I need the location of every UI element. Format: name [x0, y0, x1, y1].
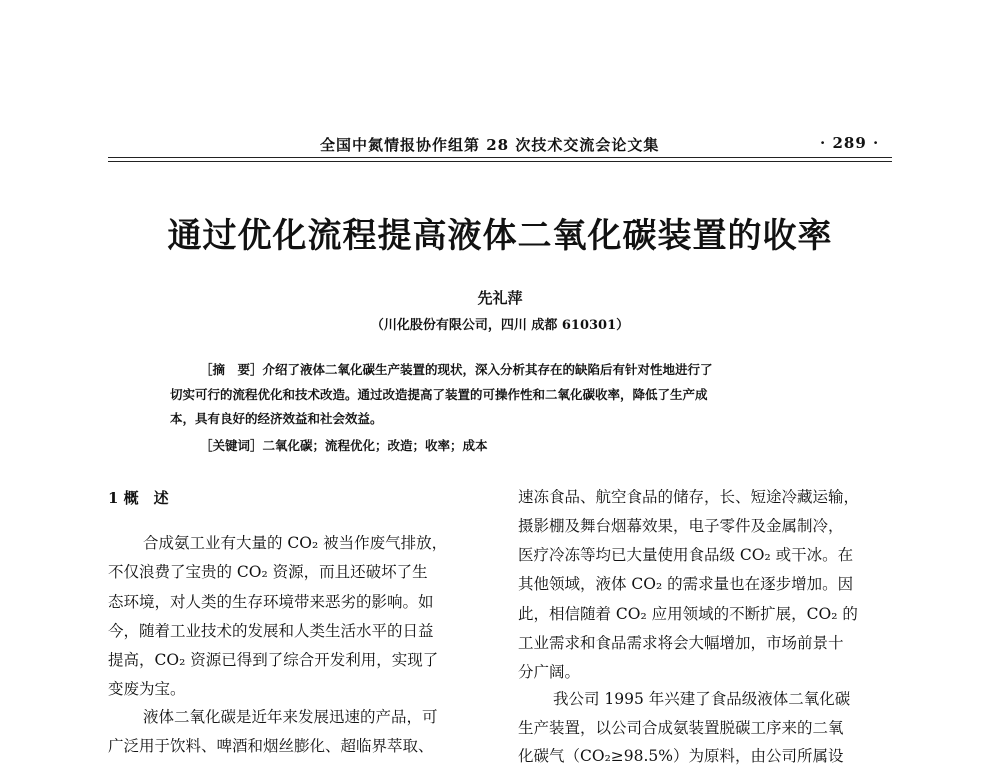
body-line: 生产装置，以公司合成氨装置脱碳工序来的二氧	[518, 719, 844, 737]
running-head-title: 全国中氮情报协作组第 28 次技术交流会论文集	[320, 136, 660, 154]
affiliation: （川化股份有限公司，四川 成都 610301）	[370, 318, 630, 333]
body-line: 不仅浪费了宝贵的 CO₂ 资源，而且还破坏了生	[108, 563, 428, 581]
body-line: 化碳气（CO₂≥98.5%）为原料，由公司所属设	[518, 747, 844, 765]
author: 先礼萍	[477, 289, 523, 307]
body-line: 提高，CO₂ 资源已得到了综合开发利用，实现了	[108, 651, 439, 669]
body-line: 速冻食品、航空食品的储存，长、短途冷藏运输，	[518, 488, 860, 506]
abstract-line: ［摘 要］介绍了液体二氧化碳生产装置的现状，深入分析其存在的缺陷后有针对性地进行了	[200, 362, 713, 377]
paper-title: 通过优化流程提高液体二氧化碳装置的收率	[167, 216, 833, 256]
body-line: 今，随着工业技术的发展和人类生活水平的日益	[108, 622, 434, 640]
header-rule	[108, 157, 892, 158]
body-line: 此，相信随着 CO₂ 应用领域的不断扩展，CO₂ 的	[518, 605, 858, 623]
body-line: 其他领域，液体 CO₂ 的需求量也在逐步增加。因	[518, 575, 854, 593]
body-line: 广泛用于饮料、啤酒和烟丝膨化、超临界萃取、	[108, 737, 434, 755]
body-line: 液体二氧化碳是近年来发展迅速的产品，可	[143, 708, 438, 726]
body-line: 医疗冷冻等均已大量使用食品级 CO₂ 或干冰。在	[518, 546, 854, 564]
section-heading: 1 概 述	[108, 489, 169, 507]
body-line: 态环境，对人类的生存环境带来恶劣的影响。如	[108, 593, 434, 611]
abstract-line: 切实可行的流程优化和技术改造。通过改造提高了装置的可操作性和二氧化碳收率，降低了生产成	[170, 387, 708, 402]
body-line: 变废为宝。	[108, 680, 186, 698]
body-line: 工业需求和食品需求将会大幅增加，市场前景十	[518, 634, 844, 652]
body-line: 合成氨工业有大量的 CO₂ 被当作废气排放，	[143, 534, 448, 552]
body-line: 摄影棚及舞台烟幕效果，电子零件及金属制冷，	[518, 517, 844, 535]
keywords: ［关键词］二氧化碳；流程优化；改造；收率；成本	[200, 438, 488, 453]
body-line: 我公司 1995 年兴建了食品级液体二氧化碳	[553, 690, 851, 708]
abstract-line: 本，具有良好的经济效益和社会效益。	[170, 411, 383, 426]
body-line: 分广阔。	[518, 663, 581, 681]
header-rule-thin	[108, 161, 892, 162]
page-number: · 289 ·	[820, 134, 880, 152]
